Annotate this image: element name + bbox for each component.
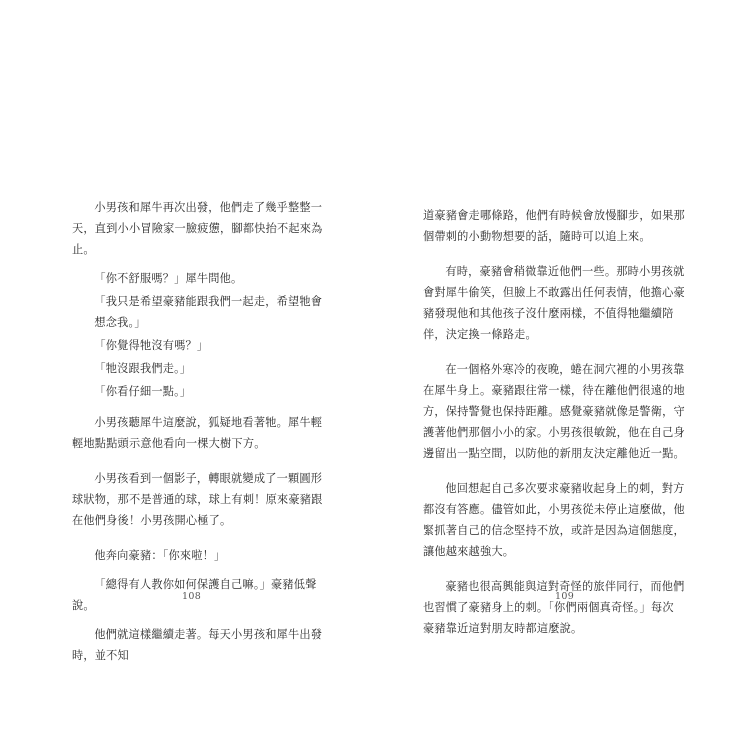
paragraph: 他們就這樣繼續走著。每天小男孩和犀牛出發時，並不知 [72,628,323,662]
paragraph: 他回想起自己多次要求豪豬收起身上的刺，對方都沒有答應。儘管如此，小男孩從未停止這麼做，他緊抓著自己的信念堅持不放，或許是因為這個態度，讓他越來越強大。 [423,482,685,558]
paragraph: 他奔向豪豬：「你來啦！」 [94,549,226,562]
page-number: 108 [182,591,202,602]
paragraph: 在一個格外寒冷的夜晚，蜷在洞穴裡的小男孩靠在犀牛身上。豪豬跟往常一樣，待在離他們很遠的地方，保持警覺也保持距離。感覺豪豬就像是警衛，守護著他們那個小小的家。小男孩很敏銳，他在自己身邊留出一點空間，以防他的新朋友決定離他近一點。 [423,363,685,460]
paragraph: 小男孩聽犀牛這麼說，狐疑地看著牠。犀牛輕輕地點點頭示意他看向一棵大樹下方。 [72,416,323,450]
paragraph: 小男孩看到一個影子，轉眼就變成了一顆圓形球狀物，那不是普通的球，球上有刺！原來豪豬跟在他們身後！小男孩開心極了。 [72,472,323,527]
dialogue-line: 「你看仔細一點。」 [94,385,192,398]
page-number: 109 [555,591,575,602]
paragraph: 小男孩和犀牛再次出發，他們走了幾乎整整一天，直到小小冒險家一臉疲憊，腳都快抬不起來為止。 [72,201,323,256]
dialogue-line: 「我只是希望豪豬能跟我們一起走，希望牠會想念我。」 [94,295,323,329]
paragraph: 「總得有人教你如何保護自己嘛。」豪豬低聲說。 [72,578,317,612]
paragraph: 有時，豪豬會稍微靠近他們一些。那時小男孩就會對犀牛偷笑，但臉上不敢露出任何表情，他擔心豪豬發現他和其他孩子沒什麼兩樣，不值得牠繼續陪伴，決定換一條路走。 [423,265,685,341]
dialogue-line: 「牠沒跟我們走。」 [94,362,192,375]
right-page [375,0,750,750]
paragraph: 豪豬也很高興能與這對奇怪的旅伴同行，而他們也習慣了豪豬身上的刺。「你們兩個真奇怪。」每次豪豬靠近這對朋友時都這麼說。 [423,580,685,635]
right-page-text [423,205,685,639]
paragraph-continued: 道豪豬會走哪條路，他們有時候會放慢腳步，如果那個帶刺的小動物想要的話，隨時可以追上來。 [423,209,685,243]
dialogue-line: 「你不舒服嗎？」犀牛問他。 [94,272,243,285]
dialogue-line: 「你覺得牠沒有嗎？」 [94,339,209,352]
